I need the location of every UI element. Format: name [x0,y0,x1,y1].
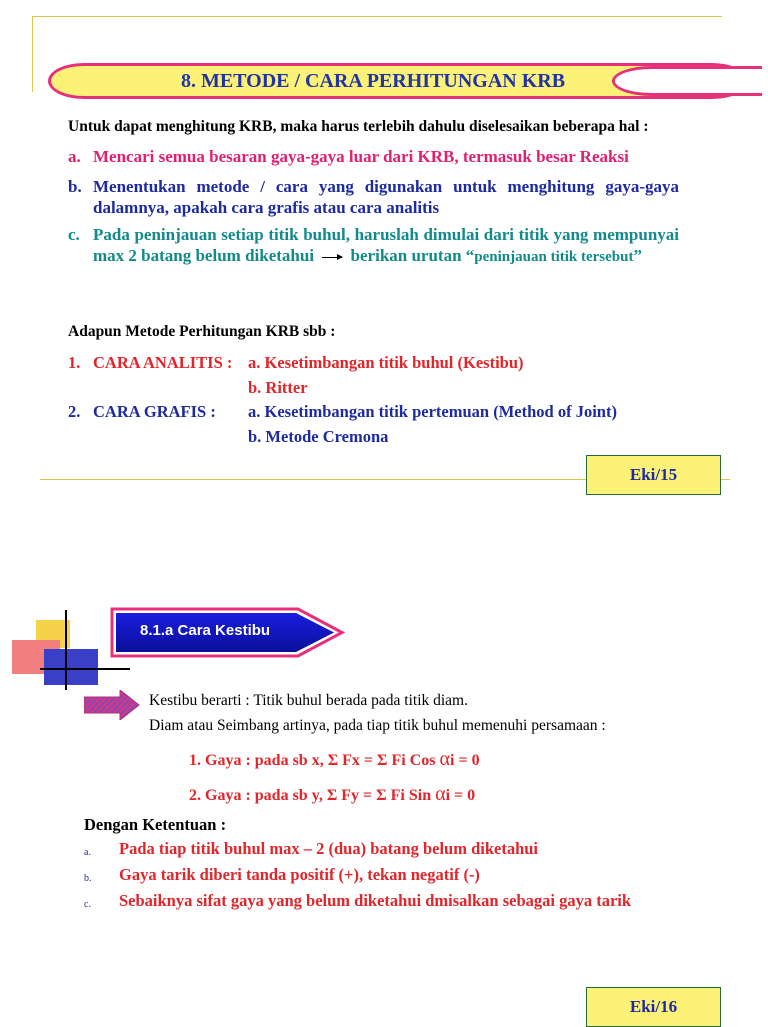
slide2-line-1: Kestibu berarti : Titik buhul berada pada titik diam. [149,692,468,709]
item-text: Menentukan metode / cara yang digunakan untuk menghitung gaya-gaya dalamnya, apakah cara grafis atau cara analitis [93,177,679,217]
slide1-page-label: Eki/15 [586,455,721,495]
slide1-intro: Untuk dapat menghitung KRB, maka harus terlebih dahulu diselesaikan beberapa hal : [68,118,649,135]
ketentuan-item: Pada tiap titik buhul max – 2 (dua) batang belum diketahui [119,839,539,858]
item-c-quote: peninjauan titik tersebut [474,249,634,265]
ketentuan-title: Dengan Ketentuan : [84,815,227,834]
eq2-pre: 2. Gaya : pada sb y, Σ Fy = Σ Fi Sin [189,787,436,804]
eq2-post: i = 0 [445,787,476,804]
eq2-alpha: α [435,783,446,805]
slide1-item-a [68,146,680,170]
method-number: 1. [68,353,81,372]
ketentuan-label: a. [84,847,91,858]
item-label: c. [68,225,80,244]
ketentuan-item: Sebaiknya sifat gaya yang belum diketahui dmisalkan sebagai gaya tarik [119,891,632,910]
slide1-methods-intro: Adapun Metode Perhitungan KRB sbb : [68,323,336,340]
striped-arrow-icon [84,690,140,720]
slide1-frame-top [32,16,722,17]
item-label: b. [68,177,82,196]
ketentuan-label: b. [84,873,92,884]
slide2-heading: 8.1.a Cara Kestibu [140,622,271,639]
method-2-sub-b: b. Metode Cremona [248,427,389,446]
slide1-title: 8. METODE / CARA PERHITUNGAN KRB [180,70,566,92]
method-sub-a: a. Kesetimbangan titik pertemuan (Method of Joint) [248,402,617,421]
item-c-close: ” [633,246,642,265]
slide2-page-label: Eki/16 [586,987,721,1027]
item-text: Mencari semua besaran gaya-gaya luar dari KRB, termasuk besar Reaksi [93,147,629,166]
method-1-sub-b: b. Ritter [248,378,308,397]
item-text [93,224,679,268]
slide1-item-b [68,176,680,220]
slide1-frame-left [32,16,33,92]
ketentuan-item: Gaya tarik diberi tanda positif (+), tekan negatif (-) [119,865,480,884]
method-number: 2. [68,402,81,421]
item-label: a. [68,147,81,166]
deco-blue-square [44,649,98,685]
method-1 [68,351,524,375]
arrow-right-icon [322,257,342,258]
ketentuan-label: c. [84,899,91,910]
item-c-text-after: berikan urutan “ [350,246,475,265]
equation-1 [189,748,480,771]
method-name: CARA ANALITIS : [93,353,233,372]
item-c-text-before: Pada peninjauan setiap titik buhul, haruslah dimulai dari titik yang mempunyai max 2 batang belum diketahui [93,225,679,265]
eq1-pre: 1. Gaya : pada sb x, Σ Fx = Σ Fi Cos [189,752,440,769]
deco-horizontal-line [40,668,130,670]
method-sub-a: a. Kesetimbangan titik buhul (Kestibu) [248,353,524,372]
eq1-alpha: α [439,748,450,770]
slide1-item-c [68,224,680,290]
equation-2 [189,783,475,806]
method-name: CARA GRAFIS : [93,402,216,421]
slide2-line-2: Diam atau Seimbang artinya, pada tiap titik buhul memenuhi persamaan : [149,717,606,734]
deco-vertical-line [65,610,67,690]
method-2 [68,400,617,424]
eq1-post: i = 0 [450,752,480,769]
